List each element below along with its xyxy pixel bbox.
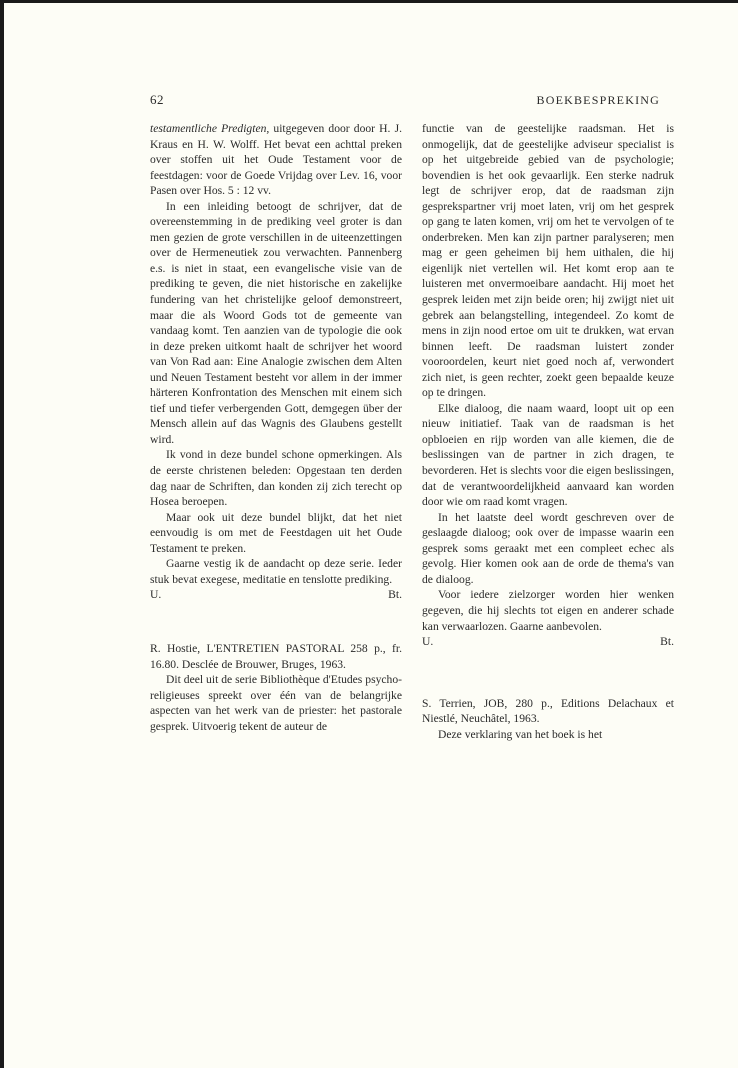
review1-paragraph-3: Ik vond in deze bundel schone opmerkingen. Als de eerste christenen beleden: Opgestaan ten derden dag naar de Schriften, dan konden zij zich terecht op Hosea beroepen.: [150, 448, 402, 509]
review2-signature: [422, 634, 674, 650]
review1-paragraph-2: In een inleiding betoogt de schrijver, dat de overeenstemming in de prediking veel groter is dan men gezien de grote verschillen in de uiteenzettingen over de Hermeneutiek zou verwachten. Pannenberg e.s. is niet in staat, een evangelische visie van de prediking te geven, die niet historische en zakelijke fundering van het christelijke geloof demonstreert, maar die als Woord Gods tot de gemeente van vandaag komt. Ten aanzien van de typologie die ook in deze preken uitkomt haalt de schrijver het woord van Von Rad aan: Eine Analogie zwischen dem Alten und Neuen Testament besteht vor allem in der immer härteren Konfrontation des Menschen mit einem sich tief und tiefer verbergenden Gott, demgegen über der Mensch allein auf das Wagnis des Glaubens gestellt wird.: [150, 199, 402, 446]
running-head: BOEKBESPREKING: [536, 93, 660, 107]
review2-paragraph-4: In het laatste deel wordt geschreven over de geslaagde dialoog; ook over de impasse waarin een gesprek soms geraakt met een compleet echec als gevolg. Hier komen ook aan de orde de thema's van de dialoog.: [422, 510, 674, 586]
review1-paragraph-4: Maar ook uit deze bundel blijkt, dat het niet eenvoudig is om met de Feestdagen uit het Oude Testament te preken.: [150, 510, 402, 555]
review2-paragraph-5: Voor iedere zielzorger worden hier wenken gegeven, die hij slechts tot eigen en anderer schade kan verwaarlozen. Gaarne aanbevolen.: [422, 588, 674, 633]
signature-author: Bt.: [660, 635, 674, 649]
left-column: [150, 121, 402, 734]
signature-author: Bt.: [388, 588, 402, 602]
review2-paragraph-2: functie van de geestelijke raadsman. Het is onmogelijk, dat de geestelijke adviseur specialist is op het uitgebreide gebied van de psychologie; bovendien is het ook gevaarlijk. Een sterke nadruk legt de schrijver erop, dat de raadsman zijn gesprekspartner vrij moet laten, vrij om het gesprek op gang te laten komen, vrij om het te vervolgen of te onderbreken. Men kan zijn partner paralyseren; men mag er geen geheimen bij hem uithalen, die hij eigenlijk niet vertellen wil. Het komt erop aan te luisteren met onvermoeibare aandacht. Hij moet het gesprek leiden met zijn beide oren; hij zwijgt niet uit gebrek aan belangstelling, integendeel. Zo komt de mens in zijn nood ertoe om uit te drukken, wat ervan binnen leeft. De raadsman luistert zonder vooroordelen, keurt niet goed noch af, verwondert zich niet, is geen rechter, zoekt geen bepaalde keuze op te dringen.: [422, 122, 674, 400]
review2-paragraph-1: Dit deel uit de serie Bibliothèque d'Etudes psycho-religieuses spreekt over één van de belangrijke aspecten van het werk van de priester: het pastorale gesprek. Uitvoerig tekent de auteur de: [150, 673, 402, 733]
right-column: [422, 121, 674, 742]
review1-paragraph-5: Gaarne vestig ik de aandacht op deze serie. Ieder stuk bevat exegese, meditatie en tenslotte prediking.: [150, 557, 402, 586]
page-number: 62: [150, 92, 164, 107]
book-title-italic: testamentliche Predigten,: [150, 122, 270, 135]
review2-heading: R. Hostie, L'ENTRETIEN PASTORAL 258 p., fr. 16.80. Desclée de Brouwer, Bruges, 1963.: [150, 641, 402, 671]
signature-initial: U.: [150, 588, 162, 602]
review3-paragraph-1: Deze verklaring van het boek is het: [438, 727, 603, 741]
review1-paragraph-1: [150, 121, 402, 199]
review3-heading: S. Terrien, JOB, 280 p., Editions Delachaux et Niestlé, Neuchâtel, 1963.: [422, 696, 674, 726]
review1-paragraph-1-text: uitgegeven door door H. J. Kraus en H. W. Wolff. Het bevat een achttal preken over stoffen uit het Oude Testament voor de feestdagen: voor de Goede Vrijdag over Lev. 16, voor Pasen over Hos. 5 : 12 vv.: [150, 122, 402, 198]
review1-signature: [150, 587, 402, 603]
review2-paragraph-3: Elke dialoog, die naam waard, loopt uit op een nieuw initiatief. Taak van de raadsman is het opbloeien en rijp worden van alle kiemen, die de beslissingen van de partner in zich dragen, te bevorderen. Het is slechts voor die eigen beslissingen, dat de verantwoordelijkheid aanvaard kan worden door wie om raad komt vragen.: [422, 401, 674, 509]
signature-initial: U.: [422, 635, 434, 649]
